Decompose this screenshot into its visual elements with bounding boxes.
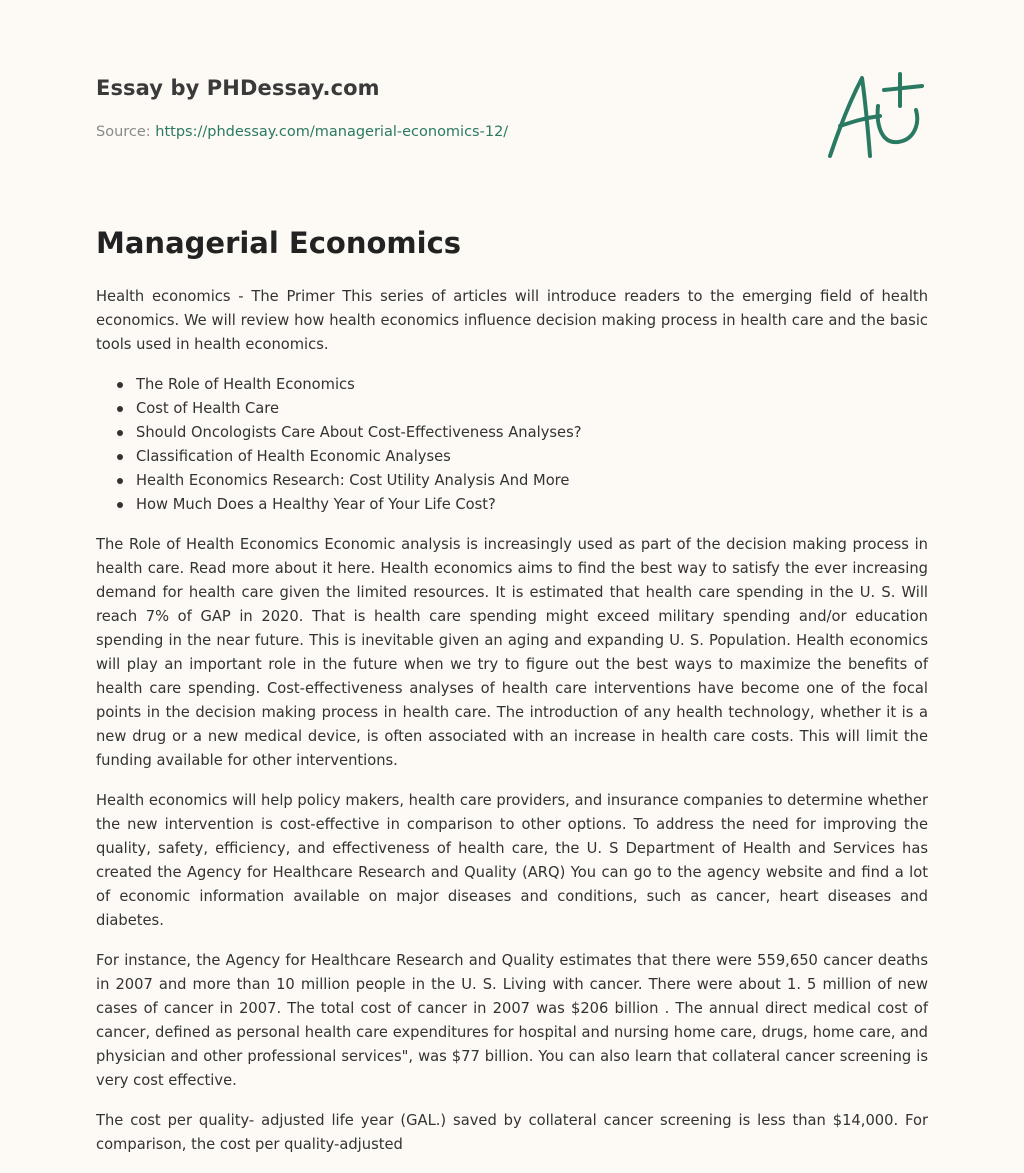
body-paragraph: Health economics will help policy makers, health care providers, and insurance companies to determine whether the new intervention is cost-effective in comparison to other options. To address the need for improving the quality, safety, efficiency, and effectiveness of health care, the U. S Department of Health and Services has created the Agency for Healthcare Research and Quality (ARQ) You can go to the agency website and find a lot of economic information available on major diseases and conditions, such as cancer, heart diseases and diabetes. [96, 792, 928, 929]
article-title: Managerial Economics [96, 226, 462, 260]
source-line [96, 124, 508, 140]
intro-paragraph: Health economics - The Primer This series of articles will introduce readers to the emerging field of health economics. We will review how health economics influence decision making process in health care and the basic tools used in health economics. [96, 288, 928, 353]
list-item: Should Oncologists Care About Cost-Effectiveness Analyses? [136, 421, 928, 445]
source-label: Source: [96, 124, 151, 140]
topic-list [96, 373, 928, 517]
article-body [96, 285, 928, 1173]
list-item: The Role of Health Economics [136, 373, 928, 397]
list-item: How Much Does a Healthy Year of Your Life Cost? [136, 493, 928, 517]
list-item: Cost of Health Care [136, 397, 928, 421]
body-paragraph: The cost per quality- adjusted life year (GAL.) saved by collateral cancer screening is less than $14,000. For comparison, the cost per quality-adjusted [96, 1112, 928, 1153]
list-item: Health Economics Research: Cost Utility Analysis And More [136, 469, 928, 493]
source-link[interactable]: https://phdessay.com/managerial-economics-12/ [155, 124, 509, 140]
list-item: Classification of Health Economic Analyses [136, 445, 928, 469]
body-paragraph: The Role of Health Economics Economic analysis is increasingly used as part of the decision making process in health care. Read more about it here. Health economics aims to find the best way to satisfy the ever increasing demand for health care given the limited resources. It is estimated that health care spending in the U. S. Will reach 7% of GAP in 2020. That is health care spending might exceed military spending and/or education spending in the near future. This is inevitable given an aging and expanding U. S. Population. Health economics will play an important role in the future when we try to figure out the best ways to maximize the benefits of health care spending. Cost-effectiveness analyses of health care interventions have become one of the focal points in the decision making process in health care. The introduction of any health technology, whether it is a new drug or a new medical device, is often associated with an increase in health care costs. This will limit the funding available for other interventions. [96, 536, 928, 769]
body-paragraph: For instance, the Agency for Healthcare Research and Quality estimates that there were 559,650 cancer deaths in 2007 and more than 10 million people in the U. S. Living with cancer. There were about 1. 5 million of new cases of cancer in 2007. The total cost of cancer in 2007 was $206 billion . The annual direct medical cost of cancer, defined as personal health care expenditures for hospital and nursing home care, drugs, home care, and physician and other professional services", was $77 billion. You can also learn that collateral cancer screening is very cost effective. [96, 952, 928, 1089]
a-plus-grade-icon [822, 66, 932, 166]
site-brand: Essay by PHDessay.com [96, 76, 380, 100]
